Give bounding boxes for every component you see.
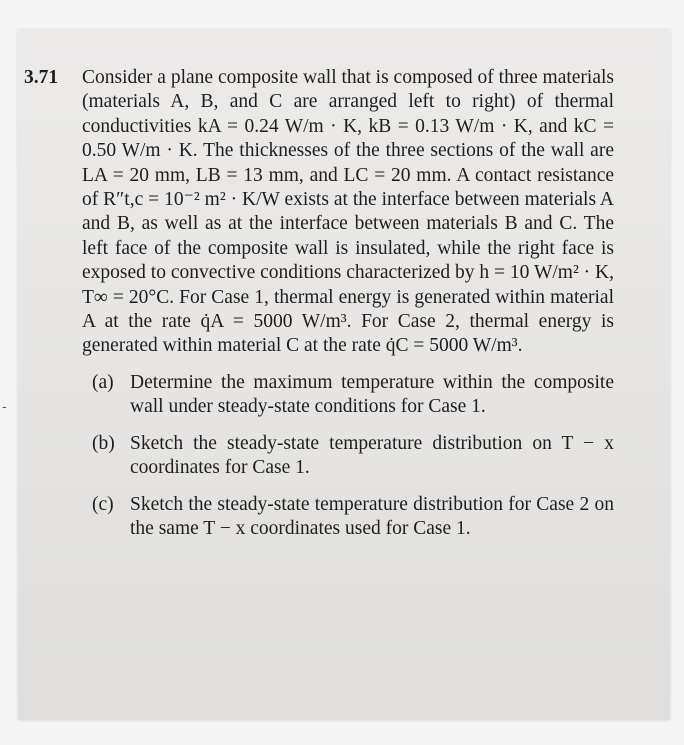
part-b xyxy=(92,432,614,481)
part-a-text: Determine the maximum temperature within the composite wall under steady-state conditions for Case 1. xyxy=(130,371,614,418)
part-c-label: (c) xyxy=(92,493,114,515)
part-b-text: Sketch the steady-state temperature distribution on T − x coordinates for Case 1. xyxy=(130,432,614,479)
problem-parts xyxy=(92,371,614,541)
problem-number: 3.71 xyxy=(24,67,59,88)
part-b-label: (b) xyxy=(92,432,115,454)
textbook-page xyxy=(18,30,670,720)
part-c-text: Sketch the steady-state temperature distribution for Case 2 on the same T − x coordinates used for Case 1. xyxy=(130,493,614,539)
problem-3-71 xyxy=(24,66,614,553)
margin-mark: - xyxy=(2,398,7,414)
problem-statement: Consider a plane composite wall that is composed of three materials (materials A, B, and C are arranged left to right) of thermal conductivities kA = 0.24 W/m · K, kB = 0.13 W/m · K, and kC = 0.50 W/m · K. The thicknesses of the three sections of the wall are LA = 20 mm, LB = 13 mm, and LC = 20 mm. A contact resistance of R″t,c = 10⁻² m² · K/W exists at the interface between materials A and B, as well as at the interface between materials B and C. The left face of the composite wall is insulated, while the right face is exposed to convective conditions characterized by h = 10 W/m² · K, T∞ = 20°C. For Case 1, thermal energy is generated within material A at the rate q̇A = 5000 W/m³. For Case 2, thermal energy is generated within material C at the rate q̇C = 5000 W/m³. xyxy=(82,67,614,357)
part-a-label: (a) xyxy=(92,371,114,393)
part-a xyxy=(92,371,614,420)
part-c xyxy=(92,493,614,542)
